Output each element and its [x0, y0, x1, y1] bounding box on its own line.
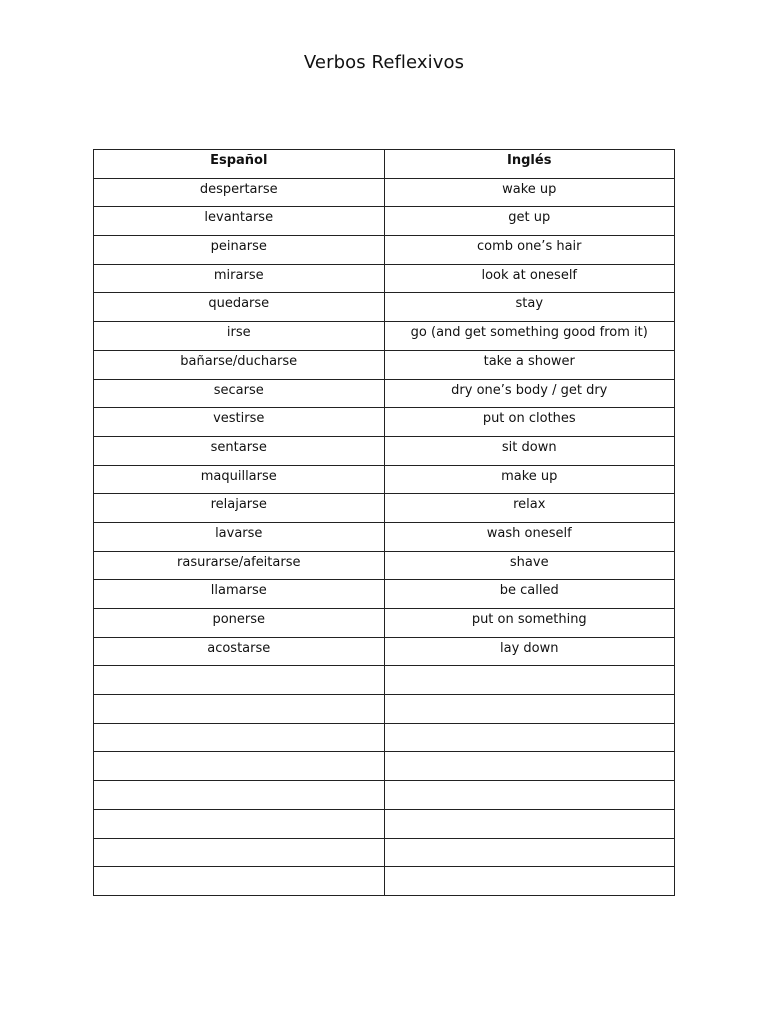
spanish-verb-cell: quedarse	[94, 293, 385, 322]
spanish-verb-cell: levantarse	[94, 207, 385, 236]
table-row	[94, 494, 675, 523]
english-translation-cell: relax	[384, 494, 675, 523]
table-row	[94, 609, 675, 638]
english-translation-cell	[384, 838, 675, 867]
table-row	[94, 695, 675, 724]
spanish-verb-cell: irse	[94, 322, 385, 351]
spanish-verb-cell: bañarse/ducharse	[94, 350, 385, 379]
table-row	[94, 350, 675, 379]
spanish-verb-cell: rasurarse/afeitarse	[94, 551, 385, 580]
english-translation-cell	[384, 695, 675, 724]
english-translation-cell	[384, 781, 675, 810]
table-header-row	[94, 150, 675, 179]
english-translation-cell: be called	[384, 580, 675, 609]
spanish-verb-cell: sentarse	[94, 436, 385, 465]
english-translation-cell: put on clothes	[384, 408, 675, 437]
english-translation-cell: dry one’s body / get dry	[384, 379, 675, 408]
english-translation-cell: get up	[384, 207, 675, 236]
spanish-verb-cell: maquillarse	[94, 465, 385, 494]
table-row	[94, 551, 675, 580]
english-translation-cell: take a shower	[384, 350, 675, 379]
table-row	[94, 838, 675, 867]
spanish-verb-cell	[94, 781, 385, 810]
table-row	[94, 781, 675, 810]
table-row	[94, 580, 675, 609]
column-header-spanish: Español	[94, 150, 385, 179]
english-translation-cell: sit down	[384, 436, 675, 465]
spanish-verb-cell: peinarse	[94, 236, 385, 265]
english-translation-cell: lay down	[384, 637, 675, 666]
table-row	[94, 236, 675, 265]
table-row	[94, 637, 675, 666]
table-row	[94, 809, 675, 838]
spanish-verb-cell	[94, 809, 385, 838]
table-row	[94, 293, 675, 322]
english-translation-cell	[384, 867, 675, 896]
table-row	[94, 522, 675, 551]
english-translation-cell: comb one’s hair	[384, 236, 675, 265]
english-translation-cell	[384, 809, 675, 838]
table-row	[94, 666, 675, 695]
table-row	[94, 752, 675, 781]
english-translation-cell: shave	[384, 551, 675, 580]
column-header-english: Inglés	[384, 150, 675, 179]
english-translation-cell: look at oneself	[384, 264, 675, 293]
table-row	[94, 178, 675, 207]
vocabulary-table	[93, 149, 675, 896]
english-translation-cell: put on something	[384, 609, 675, 638]
spanish-verb-cell: vestirse	[94, 408, 385, 437]
table-body	[94, 178, 675, 895]
english-translation-cell: wake up	[384, 178, 675, 207]
page-title: Verbos Reflexivos	[303, 52, 465, 73]
table-row	[94, 379, 675, 408]
english-translation-cell	[384, 723, 675, 752]
spanish-verb-cell	[94, 666, 385, 695]
english-translation-cell: make up	[384, 465, 675, 494]
english-translation-cell	[384, 752, 675, 781]
table-row	[94, 436, 675, 465]
english-translation-cell: go (and get something good from it)	[384, 322, 675, 351]
spanish-verb-cell	[94, 723, 385, 752]
spanish-verb-cell	[94, 752, 385, 781]
table-row	[94, 264, 675, 293]
spanish-verb-cell: llamarse	[94, 580, 385, 609]
table-row	[94, 723, 675, 752]
table-row	[94, 207, 675, 236]
english-translation-cell: stay	[384, 293, 675, 322]
spanish-verb-cell: acostarse	[94, 637, 385, 666]
spanish-verb-cell: lavarse	[94, 522, 385, 551]
table-row	[94, 867, 675, 896]
spanish-verb-cell: despertarse	[94, 178, 385, 207]
spanish-verb-cell	[94, 867, 385, 896]
english-translation-cell	[384, 666, 675, 695]
spanish-verb-cell	[94, 695, 385, 724]
spanish-verb-cell: secarse	[94, 379, 385, 408]
spanish-verb-cell	[94, 838, 385, 867]
spanish-verb-cell: relajarse	[94, 494, 385, 523]
table-row	[94, 322, 675, 351]
table-row	[94, 465, 675, 494]
english-translation-cell: wash oneself	[384, 522, 675, 551]
table-row	[94, 408, 675, 437]
spanish-verb-cell: mirarse	[94, 264, 385, 293]
spanish-verb-cell: ponerse	[94, 609, 385, 638]
